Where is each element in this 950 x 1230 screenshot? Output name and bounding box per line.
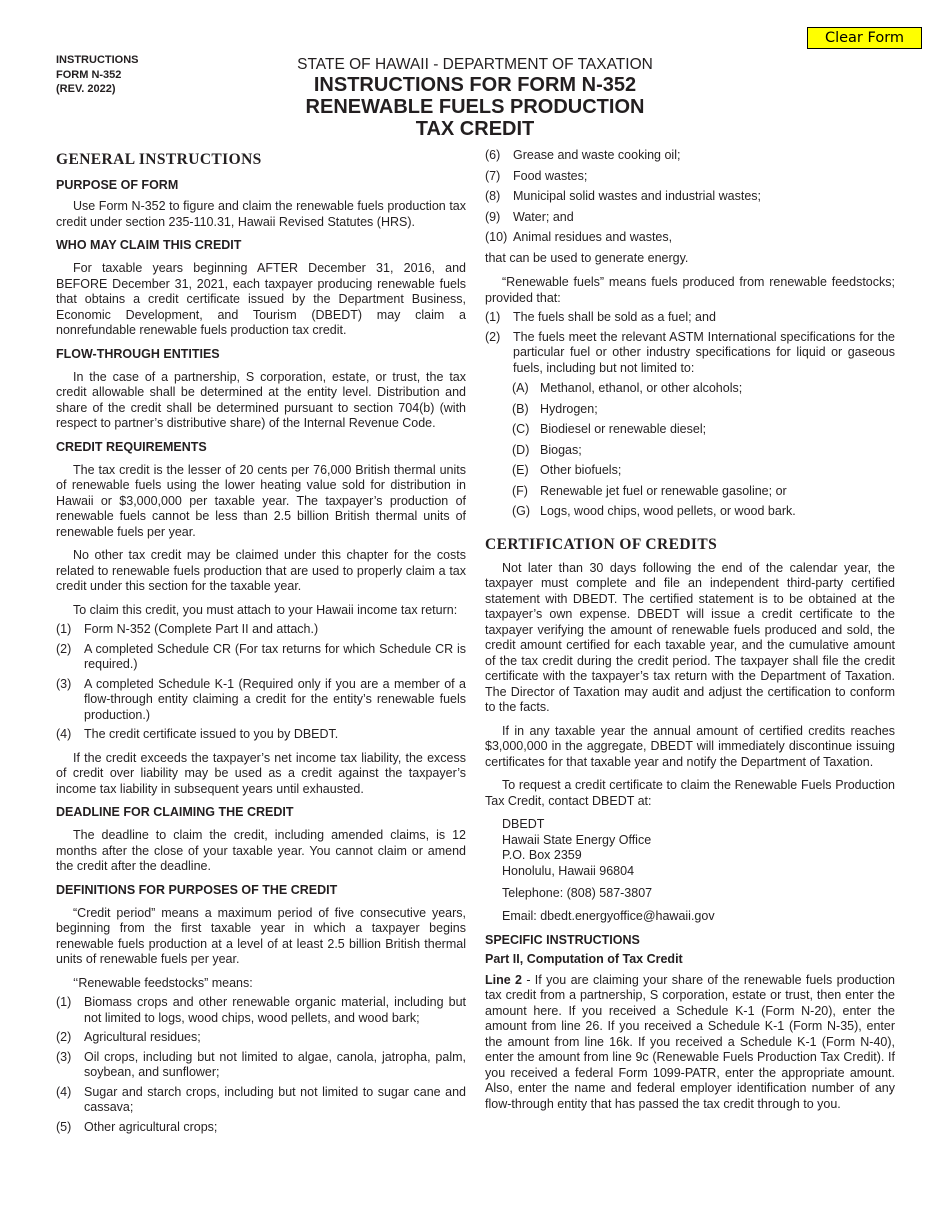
certification-heading: CERTIFICATION OF CREDITS (485, 535, 718, 553)
list-letter: (E) (512, 463, 529, 477)
certification-text: Not later than 30 days following the end of the calendar year, the taxpayer must complete and file an independent third-party certified statement with DBEDT. The certified statement is to be obtained at the taxpayer’s own expense. DBEDT will issue a credit certificate to the taxpayer verifying the amount of renewable fuels produced and sold, the credit amount certified for each taxable year, and the cumulative amount of the tax credit during the credit period. The taxpayer shall file the credit certificate with the taxpayer’s tax return with the Department of Taxation. The Director of Taxation may audit and adjust the certification to conform to the facts. (485, 560, 895, 714)
list-item (56, 727, 466, 743)
left-column (56, 148, 466, 1135)
list-text: The fuels meet the relevant ASTM International specifications for the particular fuel or other industry specifications for liquid or gaseous fuels, including but not limited to: (513, 329, 895, 375)
sub-list-item (485, 443, 895, 459)
list-number: (7) (485, 168, 501, 183)
list-item (56, 642, 466, 673)
page-title-line: RENEWABLE FUELS PRODUCTION (305, 96, 645, 118)
list-text: Form N-352 (Complete Part II and attach.) (84, 622, 319, 636)
certification-text: To request a credit certificate to claim the Renewable Fuels Production Tax Credit, contact DBEDT at: (485, 778, 895, 808)
list-item (56, 677, 466, 724)
list-number: (5) (56, 1119, 72, 1134)
sub-list-item (485, 463, 895, 479)
list-number: (2) (56, 641, 72, 656)
certification-text: If in any taxable year the annual amount of certified credits reaches $3,000,000 in the aggregate, DBEDT will immediately discontinue issuing certificates for that taxable year and notify the Department of Taxation. (485, 723, 895, 769)
list-number: (2) (485, 329, 501, 344)
renewable-fuels-intro: “Renewable fuels” means fuels produced from renewable feedstocks; provided that: (485, 275, 895, 305)
form-id-line: (REV. 2022) (56, 83, 116, 95)
list-text: Renewable jet fuel or renewable gasoline; or (540, 483, 787, 498)
who-may-claim-heading: WHO MAY CLAIM THIS CREDIT (56, 238, 242, 252)
list-text: Animal residues and wastes, (513, 230, 673, 244)
list-text: Other agricultural crops; (84, 1119, 218, 1134)
form-id-line: INSTRUCTIONS (56, 54, 139, 66)
credit-requirements-text: No other tax credit may be claimed under this chapter for the costs related to renewable fuels production that are used to properly claim a tax credit under this section for the taxable year. (56, 548, 466, 593)
list-text: Biogas; (540, 442, 582, 457)
list-text: Food wastes; (513, 168, 588, 183)
part-title: , Computation of Tax Credit (519, 952, 683, 966)
credit-requirements-text: If the credit exceeds the taxpayer’s net income tax liability, the excess of credit over liability may be used as a credit against the taxpayer’s income tax liability in subsequent years until exhausted. (56, 750, 466, 796)
list-item (485, 189, 895, 205)
list-item (485, 230, 895, 246)
who-may-claim-text: For taxable years beginning AFTER December 31, 2016, and BEFORE December 31, 2021, each taxpayer producing renewable fuels that obtains a credit certificate issued by the Department Business, Economic Development, and Tourism (DBEDT) may claim a nonrefundable renewable fuels production tax credit. (56, 261, 466, 337)
address-line: DBEDT (502, 817, 545, 831)
list-text: Municipal solid wastes and industrial wastes; (513, 189, 762, 203)
list-text: Sugar and starch crops, including but not limited to sugar cane and cassava; (84, 1084, 466, 1114)
form-id-line: FORM N-352 (56, 68, 122, 81)
form-identifier (56, 53, 139, 97)
list-text: Grease and waste cooking oil; (513, 148, 681, 162)
part-label: Part II (485, 952, 520, 966)
list-item (485, 310, 895, 326)
list-letter: (G) (512, 504, 531, 518)
department-name: STATE OF HAWAII - DEPARTMENT OF TAXATION (297, 56, 653, 73)
list-number: (3) (56, 1049, 72, 1064)
list-text: Hydrogen; (540, 401, 598, 416)
credit-requirements-text: The tax credit is the lesser of 20 cents per 76,000 British thermal units of renewable fuels using the lower heating value sold for distribution in Hawaii or $3,000,000 per taxable year. The taxpayer’s production of renewable fuels cannot be less than 2.5 billion British thermal units of renewable fuels per year. (56, 462, 466, 539)
deadline-text: The deadline to claim the credit, including amended claims, is 12 months after the close of your taxable year. You cannot claim or amend the credit after the deadline. (56, 828, 466, 873)
list-number: (1) (485, 310, 501, 324)
credit-requirements-text: To claim this credit, you must attach to your Hawaii income tax return: (73, 602, 458, 617)
list-letter: (B) (512, 401, 529, 416)
list-text: Methanol, ethanol, or other alcohols; (540, 381, 743, 395)
flow-through-heading: FLOW-THROUGH ENTITIES (56, 346, 220, 361)
list-item (56, 622, 466, 638)
definitions-heading: DEFINITIONS FOR PURPOSES OF THE CREDIT (56, 882, 338, 897)
page-header (230, 56, 720, 140)
list-item (56, 1030, 466, 1046)
feedstocks-end-text: that can be used to generate energy. (485, 250, 689, 265)
sub-list-item (485, 484, 895, 500)
line-2-instructions (485, 973, 895, 1113)
address-line: Honolulu, Hawaii 96804 (502, 863, 635, 878)
clear-form-button[interactable]: Clear Form (807, 27, 922, 49)
email-text: Email: dbedt.energyoffice@hawaii.gov (502, 908, 715, 923)
list-item (485, 210, 895, 226)
part-ii-heading (485, 952, 895, 968)
general-instructions-heading: GENERAL INSTRUCTIONS (56, 151, 262, 168)
list-text: Biomass crops and other renewable organic material, including but not limited to logs, wood chips, wood pellets, and wood bark; (84, 995, 466, 1025)
purpose-heading: PURPOSE OF FORM (56, 178, 179, 192)
list-text: Other biofuels; (540, 463, 622, 477)
flow-through-text: In the case of a partnership, S corporation, estate, or trust, the tax credit allowable shall be determined at the entity level. Distribution and share of the credit shall be determined pursuant to section 704(b) (with respect to partner’s distributive share) of the Internal Revenue Code. (56, 369, 466, 430)
list-number: (1) (56, 622, 72, 636)
line-2-text: - If you are claiming your share of the renewable fuels production tax credit from a partnership, S corporation, estate or trust, then enter the amount here. If you received a Schedule K-1 (Form N-20), enter the amount from line 26. If you received a Schedule K-1 (Form N-35), enter the amount from line 16k. If you received a Schedule K-1 (Form N-40), enter the amount from line 9c (Renewable Fuels Production Tax Credit). If you received a federal Form 1099-PATR, enter the appropriate amount. Also, enter the name and federal employer identification number of any flow-through entity that has passed the tax credit through to you. (485, 972, 895, 1111)
list-item (485, 148, 895, 164)
list-text: Logs, wood chips, wood pellets, or wood bark. (540, 504, 796, 518)
list-item (56, 995, 466, 1026)
list-letter: (C) (512, 422, 530, 436)
list-number: (10) (485, 230, 508, 244)
list-number: (3) (56, 676, 72, 691)
list-number: (4) (56, 1084, 72, 1099)
credit-period-text: “Credit period” means a maximum period of five consecutive years, beginning from the first taxable year in which a taxpayer begins renewable fuels production at a level of at least 2.5 billion British thermal units of renewable fuels per year. (56, 905, 466, 966)
deadline-heading: DEADLINE FOR CLAIMING THE CREDIT (56, 805, 294, 819)
address-line: P.O. Box 2359 (502, 848, 582, 862)
list-number: (6) (485, 148, 501, 162)
purpose-text: Use Form N-352 to figure and claim the renewable fuels production tax credit under section 235-110.31, Hawaii Revised Statutes (HRS). (56, 199, 466, 229)
list-number: (1) (56, 995, 72, 1009)
list-item (485, 169, 895, 185)
list-item (485, 330, 895, 377)
list-text: Oil crops, including but not limited to algae, canola, jatropha, palm, soybean, and sunflower; (84, 1049, 466, 1079)
list-text: Water; and (513, 209, 574, 224)
list-text: The credit certificate issued to you by DBEDT. (84, 727, 339, 741)
address-line: Hawaii State Energy Office (502, 832, 652, 847)
dbedt-address (485, 817, 895, 879)
list-text: A completed Schedule CR (For tax returns for which Schedule CR is required.) (84, 641, 466, 671)
list-item (56, 1050, 466, 1081)
list-text: The fuels shall be sold as a fuel; and (513, 310, 716, 324)
list-text: Biodiesel or renewable diesel; (540, 422, 707, 436)
sub-list-item (485, 422, 895, 438)
sub-list-item (485, 381, 895, 397)
sub-list-item (485, 504, 895, 520)
list-number: (2) (56, 1030, 72, 1044)
list-text: A completed Schedule K-1 (Required only if you are a member of a flow-through entity claiming a credit for the entity’s renewable fuels production.) (84, 676, 466, 722)
list-letter: (D) (512, 442, 530, 457)
specific-instructions-heading: SPECIFIC INSTRUCTIONS (485, 933, 640, 947)
list-item (56, 1085, 466, 1116)
line-2-label: Line 2 (485, 972, 522, 987)
credit-requirements-heading: CREDIT REQUIREMENTS (56, 439, 207, 454)
list-letter: (A) (512, 381, 529, 395)
list-number: (9) (485, 209, 501, 224)
telephone-text: Telephone: (808) 587-3807 (502, 886, 653, 900)
list-item (56, 1120, 466, 1136)
list-letter: (F) (512, 483, 528, 498)
page-title-line: INSTRUCTIONS FOR FORM N-352 (313, 74, 637, 96)
sub-list-item (485, 402, 895, 418)
page-title-line: TAX CREDIT (415, 118, 535, 140)
right-column (485, 148, 895, 1112)
list-text: Agricultural residues; (84, 1030, 201, 1044)
feedstocks-intro: ‘‘Renewable feedstocks” means: (73, 975, 253, 990)
list-number: (8) (485, 189, 501, 203)
list-number: (4) (56, 727, 72, 741)
